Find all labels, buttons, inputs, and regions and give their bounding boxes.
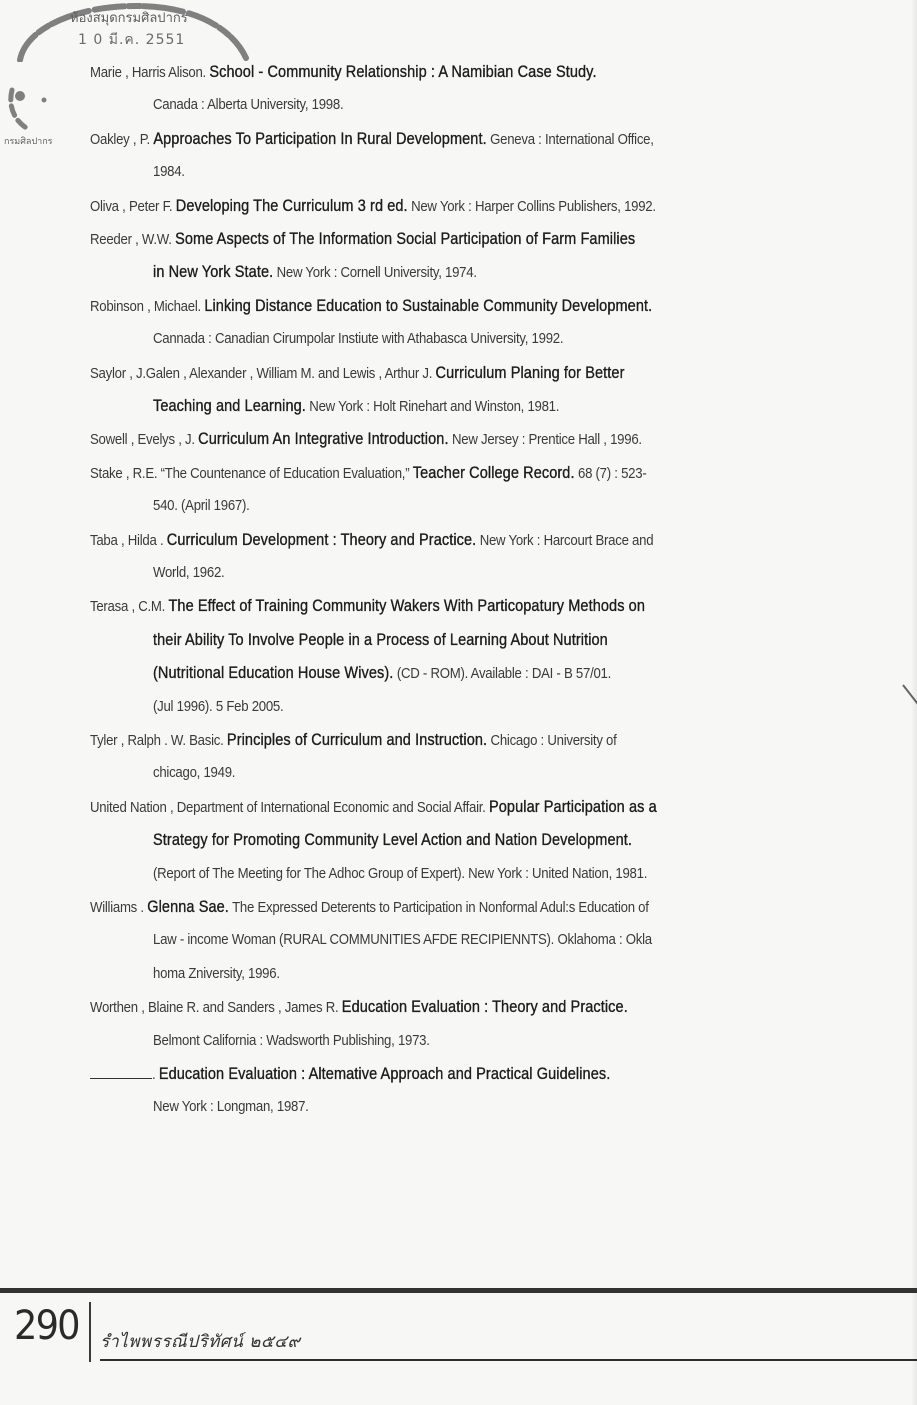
citation-text: United Nation , Department of International Economic and Social Affair. bbox=[90, 798, 489, 816]
entry-continuation-line bbox=[153, 329, 619, 349]
citation-text: Stake , R.E. “The Countenance of Education Evaluation,” bbox=[90, 464, 413, 482]
citation-text: Saylor , J.Galen , Alexander , William M. and Lewis , Arthur J. bbox=[90, 364, 436, 382]
entry-first-line bbox=[90, 296, 729, 316]
citation-title: in New York State. bbox=[153, 263, 274, 282]
entry-continuation-line bbox=[153, 964, 297, 984]
entry-first-line bbox=[90, 129, 731, 149]
citation-text: . bbox=[152, 1066, 159, 1083]
citation-text: Belmont California : Wadsworth Publishing, 1973. bbox=[153, 1031, 430, 1049]
line-text bbox=[153, 1097, 309, 1117]
line-text bbox=[153, 95, 343, 115]
library-stamp bbox=[6, 0, 256, 62]
citation-title: Teacher College Record. bbox=[412, 463, 575, 482]
citation-text: Cannada : Canadian Cirumpolar Instiute with Athabasca University, 1992. bbox=[153, 330, 564, 348]
entry-first-line bbox=[90, 1064, 673, 1084]
citation-text: Reeder , W.W. bbox=[90, 231, 176, 248]
citation-text: New Jersey : Prentice Hall , 1996. bbox=[448, 431, 642, 449]
page-number: 290 bbox=[14, 1303, 79, 1349]
footer-divider bbox=[89, 1302, 91, 1362]
citation-text: Canada : Alberta University, 1998. bbox=[153, 96, 344, 114]
citation-title: Curriculum Development : Theory and Practice. bbox=[166, 530, 477, 549]
line-text bbox=[153, 396, 559, 417]
line-text bbox=[90, 897, 649, 918]
citation-text: chicago, 1949. bbox=[153, 764, 236, 782]
citation-text: Tyler , Ralph . W. Basic. bbox=[90, 732, 227, 749]
entry-continuation-line bbox=[153, 1097, 330, 1117]
line-text bbox=[153, 329, 563, 349]
entry-first-line bbox=[90, 530, 730, 550]
line-text bbox=[90, 196, 656, 217]
citation-title: Strategy for Promoting Community Level Action and Nation Development. bbox=[153, 831, 633, 850]
line-text bbox=[90, 62, 597, 83]
entry-first-line bbox=[90, 196, 733, 216]
citation-title: (Nutritional Education House Wives). bbox=[153, 664, 394, 683]
line-text bbox=[153, 830, 632, 851]
line-text bbox=[153, 663, 611, 684]
citation-text: (Report of The Meeting for The Adhoc Group of Expert). New York : United Nation, 1981. bbox=[153, 864, 648, 882]
citation-title: Linking Distance Education to Sustainable Community Development. bbox=[204, 296, 653, 315]
stamp-text-top: ห้องสมุดกรมศิลปากร bbox=[70, 11, 188, 26]
citation-title: School - Community Relationship : A Namibian Case Study. bbox=[209, 63, 597, 81]
citation-text: Robinson , Michael. bbox=[90, 297, 205, 315]
line-text bbox=[153, 496, 250, 516]
line-text bbox=[90, 596, 645, 617]
citation-title: Education Evaluation : Altemative Approach and Practical Guidelines. bbox=[158, 1065, 611, 1083]
citation-text: 540. (April 1967). bbox=[153, 497, 250, 515]
line-text bbox=[90, 797, 657, 818]
entry-first-line bbox=[90, 997, 701, 1017]
entry-continuation-line bbox=[153, 396, 615, 416]
citation-text: Oliva , Peter F. bbox=[90, 197, 176, 215]
line-text bbox=[153, 864, 647, 884]
entry-continuation-line bbox=[153, 864, 714, 884]
footer-thin-rule bbox=[100, 1359, 917, 1361]
citation-text: Oakley , P. bbox=[90, 130, 154, 148]
citation-text: Taba , Hilda . bbox=[90, 531, 167, 549]
line-text bbox=[90, 429, 642, 450]
citation-text: Sowell , Evelys , J. bbox=[90, 431, 199, 449]
citation-title: Principles of Curriculum and Instruction. bbox=[226, 731, 488, 749]
line-text bbox=[153, 162, 185, 182]
line-text bbox=[153, 563, 224, 583]
entry-continuation-line bbox=[153, 630, 670, 650]
citation-text: 1984. bbox=[153, 163, 185, 181]
entry-continuation-line bbox=[153, 830, 697, 850]
footer-thick-rule bbox=[0, 1288, 917, 1293]
citation-title: Curriculum An Integrative Introduction. bbox=[198, 430, 449, 449]
line-text bbox=[90, 129, 654, 150]
citation-text: The Expressed Deterents to Participation in Nonformal Adul:s Education of bbox=[228, 899, 649, 916]
citation-text: 68 (7) : 523- bbox=[574, 464, 647, 482]
entry-continuation-line bbox=[153, 262, 521, 282]
line-text bbox=[153, 1031, 430, 1051]
line-text bbox=[90, 363, 624, 384]
line-text bbox=[153, 763, 235, 783]
citation-title: Teaching and Learning. bbox=[153, 397, 306, 415]
stamp-blot bbox=[15, 91, 25, 101]
entry-continuation-line bbox=[153, 763, 246, 783]
entry-first-line bbox=[90, 363, 697, 383]
page-edge-shadow bbox=[911, 0, 917, 1405]
citation-text: (Jul 1996). 5 Feb 2005. bbox=[153, 697, 284, 715]
stamp-ring-top bbox=[20, 6, 246, 60]
stamp-date: 1 0 มี.ค. 2551 bbox=[78, 32, 186, 48]
citation-title: The Effect of Training Community Wakers With Particopatury Methods on bbox=[168, 597, 646, 616]
entry-first-line bbox=[90, 62, 666, 82]
citation-title: Popular Participation as a bbox=[488, 797, 657, 816]
entry-first-line bbox=[90, 897, 725, 917]
citation-text: New York : Harcourt Brace and bbox=[476, 531, 654, 549]
library-stamp-lower bbox=[4, 86, 60, 146]
citation-text: New York : Harper Collins Publishers, 1992. bbox=[407, 197, 656, 215]
stamp-blot bbox=[42, 98, 47, 103]
line-text bbox=[153, 930, 652, 950]
citation-text: Chicago : University of bbox=[487, 732, 617, 749]
stamp-text-bottom: กรมศิลปากร bbox=[4, 137, 53, 146]
entry-continuation-line bbox=[153, 1031, 467, 1051]
citation-title: Approaches To Participation In Rural Development. bbox=[153, 129, 487, 148]
line-text bbox=[90, 997, 628, 1018]
citation-text: Law - income Woman (RURAL COMMUNITIES AFDE RECIPIENNTS). Oklahoma : Okla bbox=[153, 931, 652, 949]
line-text bbox=[90, 296, 652, 317]
entry-first-line bbox=[90, 730, 688, 750]
entry-first-line bbox=[90, 429, 717, 449]
entry-continuation-line bbox=[153, 95, 369, 115]
entry-first-line bbox=[90, 797, 734, 817]
citation-title: Curriculum Planing for Better bbox=[435, 363, 625, 382]
citation-title: Education Evaluation : Theory and Practice. bbox=[341, 998, 628, 1017]
citation-text: New York : Holt Rinehart and Winston, 1981. bbox=[305, 398, 560, 415]
entry-continuation-line bbox=[153, 930, 720, 950]
entry-continuation-line bbox=[153, 496, 263, 516]
entry-continuation-line bbox=[153, 697, 301, 717]
citation-title: Some Aspects of The Information Social Participation of Farm Families bbox=[175, 230, 636, 248]
citation-text: Williams . bbox=[90, 899, 148, 916]
line-text bbox=[153, 697, 283, 717]
line-text bbox=[153, 630, 608, 651]
entry-first-line bbox=[90, 463, 722, 483]
citation-text: (CD - ROM). Available : DAI - B 57/01. bbox=[393, 665, 612, 683]
citation-title: Glenna Sae. bbox=[147, 898, 229, 916]
journal-title: รำไพพรรณีปริทัศน์ ๒๕๔๙ bbox=[100, 1332, 301, 1352]
citation-title: Developing The Curriculum 3 rd ed. bbox=[175, 196, 408, 215]
citation-text: homa Zniversity, 1996. bbox=[153, 964, 280, 982]
citation-title: their Ability To Involve People in a Process of Learning About Nutrition bbox=[153, 630, 608, 649]
citation-text: New York : Cornell University, 1974. bbox=[273, 264, 477, 282]
citation-text: Geneva : International Office, bbox=[486, 130, 654, 148]
line-text bbox=[153, 964, 280, 984]
citation-text: Terasa , C.M. bbox=[90, 598, 169, 616]
citation-text: World, 1962. bbox=[153, 564, 225, 581]
line-text bbox=[90, 463, 646, 484]
line-text bbox=[153, 262, 477, 283]
entry-continuation-line bbox=[153, 162, 189, 182]
citation-text: New York : Longman, 1987. bbox=[153, 1098, 309, 1116]
citation-text: Marie , Harris Alison. bbox=[90, 64, 210, 81]
entry-continuation-line bbox=[153, 563, 234, 583]
entry-first-line bbox=[90, 596, 721, 616]
line-text bbox=[90, 730, 617, 751]
stamp-ring-left bbox=[11, 90, 30, 130]
repeated-author-rule bbox=[90, 1064, 152, 1079]
entry-continuation-line bbox=[153, 663, 674, 683]
line-text bbox=[152, 1064, 610, 1085]
line-text bbox=[90, 229, 635, 250]
citation-text: Worthen , Blaine R. and Sanders , James R. bbox=[90, 999, 342, 1017]
line-text bbox=[90, 530, 653, 551]
entry-first-line bbox=[90, 229, 710, 249]
